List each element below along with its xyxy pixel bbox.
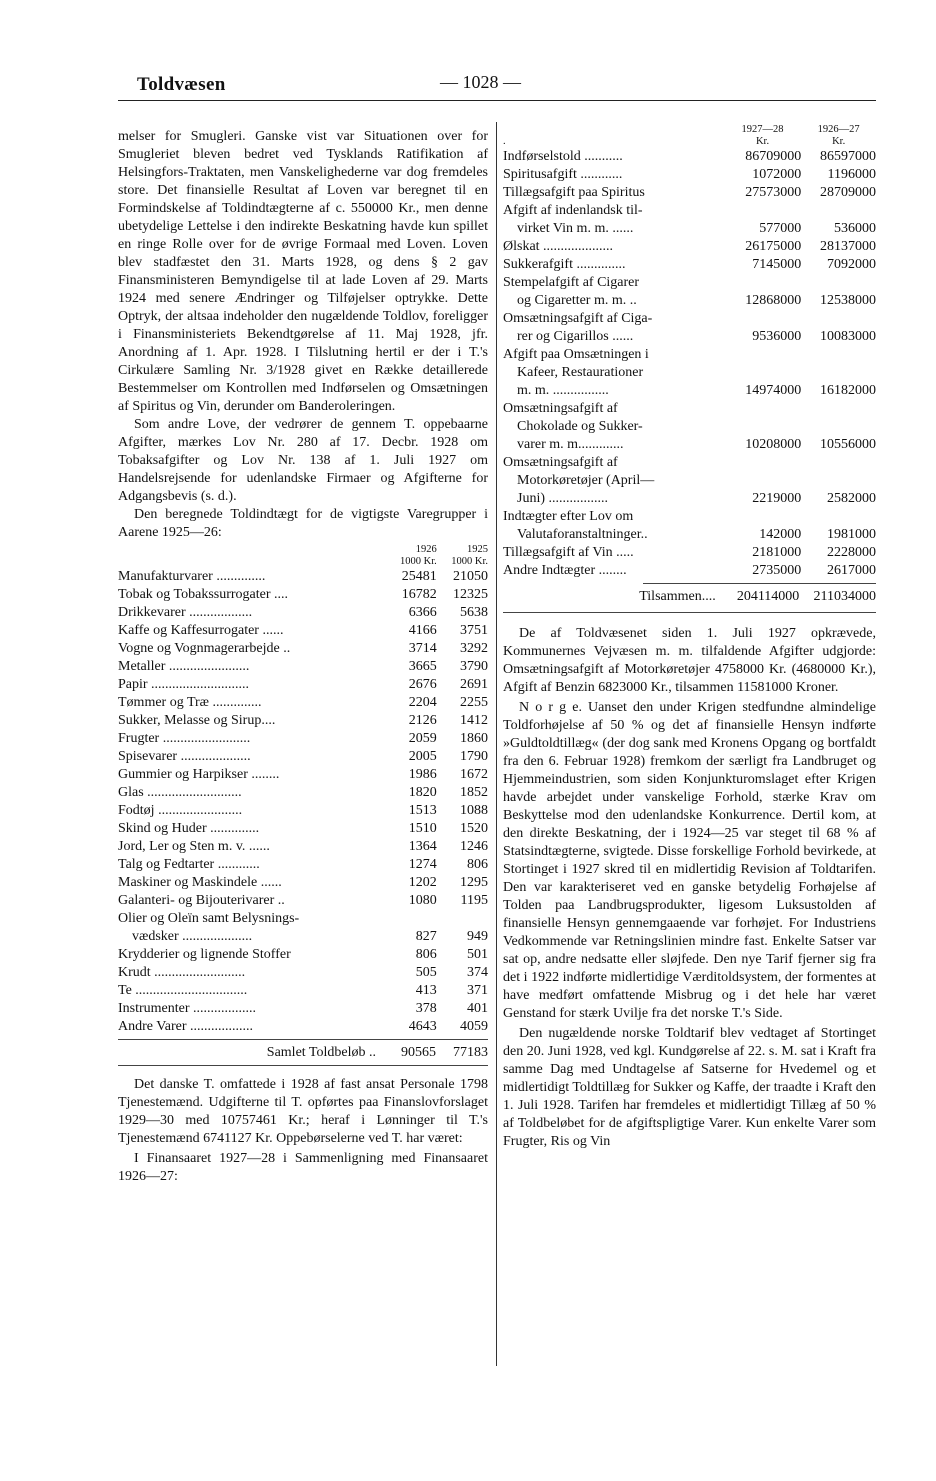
table-row	[503, 562, 876, 580]
value-1926-27	[801, 472, 876, 490]
paragraph: N o r g e. Uanset den under Krigen stedfundne almindelige Toldforhøjelse af 50 % og det af finansielle Hensyn indførte »Guldtoldtillæg« (der dog sank med Kronens Opgang og bortfaldt fra den 6. Februar 1928) fremkom der særligt fra Landbruget og Hjemmeindustrien, som siden Konjunkturomslaget efter Krigen havde arbejdet under vanskelige Forhold, stærke Krav om Beskyttelse mod den udenlandske Konkurrence. Dertil kom, at den direkte Beskatning, der i 1924—25 var steget til 68 % af Statsindtægterne, svigtede. Disse forskellige Forhold bevirkede, at Stortinget i 1927 skred til en midlertidig Revision af Toldtarifen. Den var karakteriseret ved en ganske betydelig Forhøjelse af Tolden paa Landbrugsprodukter, ligesom Luksustolden af finansielle Hensyn gennemgaaende var forhøjet. For Industriens Vedkommende var Retningslinien mindre fast. Enkelte Satser var sat op, andre nedsatte eller sløjfede. Den nye Tarif fjerner sig fra det i 1922 indførte midlertidige Værditoldsystem, der formentes at have medført omfattende Misbrug og i det hele har været Genstand for stærk Uvilje fra det norske T.'s Side.	[503, 700, 876, 1021]
row-label: Tillægsafgift paa Spiritus	[503, 185, 645, 200]
value-1925: 3751	[460, 623, 488, 638]
table-row	[118, 892, 488, 910]
column-unit: Kr.	[832, 136, 846, 147]
row-label: Andre Varer ..................	[118, 1019, 254, 1034]
value-1926-27: 2582000	[827, 491, 876, 506]
table-row	[118, 964, 488, 982]
value-1927-28: 2181000	[752, 545, 802, 560]
table-row	[118, 928, 488, 946]
row-label: Galanteri- og Bijouterivarer ..	[118, 893, 285, 908]
column-divider	[496, 122, 497, 1366]
value-1926	[386, 910, 437, 928]
row-label: Krudt ..........................	[118, 965, 246, 980]
column-unit: 1000 Kr.	[451, 556, 488, 567]
table-row	[503, 310, 876, 328]
value-1927-28: 26175000	[745, 239, 802, 254]
value-1927-28	[724, 472, 801, 490]
table-row	[503, 472, 876, 490]
value-1927-28: 12868000	[745, 293, 802, 308]
row-label: m. m. ................	[517, 383, 609, 398]
row-label: Omsætningsafgift af Ciga-	[503, 311, 653, 326]
value-1925: 2255	[460, 695, 488, 710]
row-label: Tømmer og Træ ..............	[118, 695, 262, 710]
table-row	[118, 910, 488, 928]
table-row	[118, 766, 488, 784]
value-1927-28: 27573000	[745, 185, 802, 200]
row-label: Omsætningsafgift af	[503, 401, 618, 416]
value-1925: 374	[467, 965, 488, 980]
value-1925: 501	[467, 947, 488, 962]
goods-table	[118, 544, 488, 1036]
table-row	[118, 712, 488, 730]
row-label: Afgift paa Omsætningen i	[503, 347, 649, 362]
value-1926-27: 12538000	[820, 293, 876, 308]
row-label: Indtægter efter Lov om	[503, 509, 634, 524]
row-label: Drikkevarer ..................	[118, 605, 253, 620]
value-1927-28: 9536000	[752, 329, 802, 344]
value-1925: 371	[467, 983, 488, 998]
value-1926-27	[801, 310, 876, 328]
table-rule	[643, 583, 876, 584]
value-1927-28: 2219000	[752, 491, 802, 506]
row-label: Tillægsafgift af Vin .....	[503, 545, 634, 560]
value-1926-27: 28137000	[820, 239, 876, 254]
value-1925: 4059	[460, 1019, 488, 1034]
value-1926: 1513	[408, 803, 437, 818]
row-label: Te ................................	[118, 983, 248, 998]
value-1926: 3665	[408, 659, 437, 674]
value-1926: 2204	[408, 695, 437, 710]
row-label: Vogne og Vognmagerarbejde ..	[118, 641, 291, 656]
value-1925: 1295	[460, 875, 488, 890]
value-1926-27	[801, 418, 876, 436]
paragraph: I Finansaaret 1927—28 i Sammenligning med Finansaaret 1926—27:	[118, 1151, 488, 1184]
table-row	[503, 382, 876, 400]
row-label: Motorkøretøjer (April—	[517, 473, 655, 488]
value-1926-27: 28709000	[820, 185, 876, 200]
value-1925	[437, 910, 488, 928]
table-row	[118, 838, 488, 856]
row-label: Fodtøj ........................	[118, 803, 243, 818]
value-1925: 806	[467, 857, 488, 872]
value-1925: 3292	[460, 641, 488, 656]
total-value: 211034000	[813, 589, 876, 604]
table-row	[503, 220, 876, 238]
paragraph: Den beregnede Toldindtægt for de vigtigste Varegrupper i Aarene 1925—26:	[118, 507, 488, 540]
value-1926-27	[801, 508, 876, 526]
table-row	[503, 166, 876, 184]
value-1926-27: 10556000	[820, 437, 876, 452]
row-label: Instrumenter ..................	[118, 1001, 257, 1016]
table-row	[503, 436, 876, 454]
value-1927-28	[724, 508, 801, 526]
row-label: Omsætningsafgift af	[503, 455, 618, 470]
table-row	[503, 292, 876, 310]
column-year: 1926—27	[817, 124, 860, 135]
row-label: Sukkerafgift ..............	[503, 257, 626, 272]
value-1926-27	[801, 274, 876, 292]
value-1925: 1412	[460, 713, 488, 728]
table-total-row	[503, 588, 876, 606]
row-label: Spisevarer ....................	[118, 749, 251, 764]
row-label: og Cigaretter m. m. ..	[517, 293, 637, 308]
value-1926: 4166	[408, 623, 437, 638]
value-1927-28	[724, 346, 801, 364]
value-1925: 2691	[460, 677, 488, 692]
row-label: Glas ...........................	[118, 785, 242, 800]
table-row	[503, 148, 876, 166]
value-1925: 1520	[460, 821, 488, 836]
table-row	[118, 748, 488, 766]
row-label: Andre Indtægter ........	[503, 563, 627, 578]
paragraph: De af Toldvæsenet siden 1. Juli 1927 opkrævede, Kommunernes Vejvæsen m. m. tilfaldende Afgifter udgjorde: Omsætningsafgift af Motorkøretøjer 4758000 Kr. (4680000 Kr.), Afgift af Benzin 6823000 Kr., tilsammen 11581000 Kroner.	[503, 626, 876, 695]
table-row	[503, 490, 876, 508]
table-row	[118, 820, 488, 838]
value-1927-28: 577000	[759, 221, 802, 236]
column-year: 1927—28	[741, 124, 784, 135]
table-rule	[118, 1065, 488, 1066]
table-row	[503, 328, 876, 346]
value-1927-28	[724, 418, 801, 436]
total-value: 77183	[453, 1045, 488, 1060]
column-unit: Kr.	[755, 136, 770, 147]
table-row	[503, 274, 876, 292]
row-label: Stempelafgift af Cigarer	[503, 275, 640, 290]
value-1927-28	[724, 400, 801, 418]
row-label: Talg og Fedtarter ............	[118, 857, 260, 872]
row-label: Jord, Ler og Sten m. v. ......	[118, 839, 270, 854]
table-row	[118, 604, 488, 622]
table-row	[118, 586, 488, 604]
table-row	[118, 658, 488, 676]
value-1926-27: 16182000	[820, 383, 876, 398]
table-row	[118, 1018, 488, 1036]
value-1926-27: 86597000	[820, 149, 876, 164]
value-1925: 5638	[460, 605, 488, 620]
table-row	[118, 982, 488, 1000]
value-1926: 806	[415, 947, 437, 962]
table-rule	[503, 612, 876, 613]
row-label: Manufakturvarer ..............	[118, 569, 266, 584]
goods-total-table	[118, 1044, 488, 1062]
value-1926: 378	[415, 1001, 437, 1016]
value-1927-28: 86709000	[745, 149, 802, 164]
row-label: rer og Cigarillos ......	[517, 329, 634, 344]
value-1926: 1202	[408, 875, 437, 890]
table-row	[503, 454, 876, 472]
row-label: Kaffe og Kaffesurrogater ......	[118, 623, 284, 638]
value-1925: 1790	[460, 749, 488, 764]
value-1926: 16782	[401, 587, 437, 602]
table-header-row	[118, 544, 488, 568]
table-row	[118, 946, 488, 964]
table-row	[503, 418, 876, 436]
value-1926: 1364	[408, 839, 437, 854]
table-row	[118, 640, 488, 658]
total-label: Tilsammen....	[639, 589, 716, 604]
table-total-row	[118, 1044, 488, 1062]
table-row	[503, 256, 876, 274]
value-1926: 25481	[401, 569, 437, 584]
value-1927-28: 7145000	[752, 257, 802, 272]
value-1927-28	[724, 310, 801, 328]
header-rule	[118, 100, 876, 101]
value-1927-28: 1072000	[752, 167, 802, 182]
table-row	[118, 694, 488, 712]
right-column	[503, 124, 876, 1151]
paragraph: melser for Smugleri. Ganske vist var Situationen over for Smugleriet bleven bedret ved Tysklands Ratifikation af Helsingfors-Traktaten, men Vanskelighederne var dog fremdeles store. Det finansielle Resultat af Loven var beregnet til en Formindskelse af Toldindtægterne af c. 550000 Kr., men denne ubetydelige Lettelse i den indirekte Beskatning havde kun spillet en ringe Rolle over for de øvrige Formaal med Loven. Loven blev stadfæstet den 31. Marts 1928, og dens § 2 gav Finansministeren Bemyndigelse til at lade Loven af 29. Marts 1924 med senere Ændringer og Tilføjelser optrykke. Dette Optryk, der altsaa indeholder den nugældende Toldlov, foreligger i Finansministeriets Bekendtgørelse af 11. Maj 1928, jfr. Anordning af 1. Apr. 1928. I Tilslutning hertil er der i T.'s Cirkulære Samling Nr. 3/1928 givet en Række detaillerede Bestemmelser om Kontrollen med Indførselen og Omsætningen af Spiritus og Vin, derunder om Banderoleringen.	[118, 129, 488, 414]
paragraph: Det danske T. omfattede i 1928 af fast ansat Personale 1798 Tjenestemænd. Udgifterne til T. opførtes paa Finanslovforslaget 1929—30 med 10757461 Kr.; heraf i Lønninger til T.'s Tjenestemænd 6741127 Kr. Oppebørselerne ved T. har været:	[118, 1077, 488, 1146]
row-label: Frugter .........................	[118, 731, 251, 746]
value-1926-27: 1196000	[827, 167, 876, 182]
column-year: 1925	[467, 544, 488, 555]
row-label: Maskiner og Maskindele ......	[118, 875, 282, 890]
table-header-row: . 1927—28 Kr. 1926—27 Kr.	[503, 124, 860, 147]
table-row	[118, 874, 488, 892]
total-label: Samlet Toldbeløb ..	[266, 1045, 376, 1060]
table-row	[118, 568, 488, 586]
value-1926: 1820	[408, 785, 437, 800]
row-label: Kafeer, Restaurationer	[517, 365, 644, 380]
value-1926: 827	[415, 929, 437, 944]
row-label: Sukker, Melasse og Sirup....	[118, 713, 276, 728]
value-1926: 4643	[408, 1019, 437, 1034]
value-1926: 2005	[408, 749, 437, 764]
value-1925: 12325	[453, 587, 488, 602]
value-1926-27: 2228000	[827, 545, 876, 560]
column-year: 1926	[415, 544, 437, 555]
row-label: Juni) .................	[517, 491, 608, 506]
value-1926: 2059	[408, 731, 437, 746]
left-column	[118, 128, 488, 1186]
table-row	[118, 1000, 488, 1018]
row-label: Tobak og Tobakssurrogater ....	[118, 587, 289, 602]
revenue-total-table	[503, 588, 876, 606]
value-1926: 1510	[408, 821, 437, 836]
value-1927-28: 142000	[759, 527, 802, 542]
value-1926-27: 536000	[834, 221, 876, 236]
value-1926-27: 1981000	[827, 527, 876, 542]
row-label: virket Vin m. m. ......	[517, 221, 634, 236]
table-row	[118, 676, 488, 694]
value-1926-27	[801, 454, 876, 472]
table-row	[503, 202, 876, 220]
total-value: 204114000	[736, 589, 800, 604]
value-1926-27: 2617000	[827, 563, 876, 578]
value-1927-28: 14974000	[745, 383, 802, 398]
value-1925: 3790	[460, 659, 488, 674]
value-1925: 1672	[460, 767, 488, 782]
row-label: Indførselstold ...........	[503, 149, 623, 164]
value-1926: 3714	[408, 641, 437, 656]
running-title: Toldvæsen	[137, 74, 226, 95]
row-label: Gummier og Harpikser ........	[118, 767, 280, 782]
table-row	[503, 400, 876, 418]
table-row	[503, 508, 876, 526]
value-1925: 1195	[460, 893, 488, 908]
value-1926-27: 10083000	[820, 329, 876, 344]
value-1925: 401	[467, 1001, 488, 1016]
value-1927-28	[724, 202, 801, 220]
column-unit: 1000 Kr.	[399, 556, 437, 567]
value-1925: 1246	[460, 839, 488, 854]
table-row	[503, 544, 876, 562]
table-row	[118, 730, 488, 748]
value-1926-27	[801, 202, 876, 220]
value-1926-27	[801, 364, 876, 382]
value-1927-28	[724, 364, 801, 382]
value-1925: 21050	[453, 569, 488, 584]
table-row	[503, 184, 876, 202]
value-1926: 6366	[408, 605, 437, 620]
table-row	[503, 364, 876, 382]
value-1926-27	[801, 400, 876, 418]
paragraph: Den nugældende norske Toldtarif blev vedtaget af Stortinget den 20. Juni 1928, ved kgl. Kundgørelse af 22. s. M. sat i Kraft fra samme Dag med Undtagelse af Satserne for Hvedemel og et midlertidigt Toldtillæg for Sukker og Kaffe, der traadte i Kraft den 1. Juli 1928. Tarifen har fremdeles et midlertidigt Tillæg af 50 % af Toldbeløbet for de afgiftspligtige Varer. Kun enkelte Varer som Frugter, Ris og Vin	[503, 1026, 876, 1149]
value-1925: 1852	[460, 785, 488, 800]
row-label: Skind og Huder ..............	[118, 821, 260, 836]
value-1926: 413	[415, 983, 437, 998]
table-row	[118, 802, 488, 820]
value-1925: 949	[467, 929, 488, 944]
value-1926: 2126	[408, 713, 437, 728]
revenue-table	[503, 124, 876, 580]
value-1927-28: 10208000	[745, 437, 802, 452]
table-row	[503, 238, 876, 256]
table-row	[118, 622, 488, 640]
value-1925: 1088	[460, 803, 488, 818]
value-1927-28: 2735000	[752, 563, 802, 578]
total-value: 90565	[401, 1045, 436, 1060]
row-label: Spiritusafgift ............	[503, 167, 623, 182]
row-label: Valutaforanstaltninger..	[517, 527, 648, 542]
table-row	[503, 526, 876, 544]
row-label: vædsker ....................	[132, 929, 253, 944]
table-row	[118, 856, 488, 874]
table-row	[503, 346, 876, 364]
row-label: Chokolade og Sukker-	[517, 419, 643, 434]
row-label: Metaller .......................	[118, 659, 250, 674]
value-1926: 1274	[408, 857, 437, 872]
value-1927-28	[724, 454, 801, 472]
value-1927-28	[724, 274, 801, 292]
row-label: Afgift af indenlandsk til-	[503, 203, 643, 218]
value-1926: 2676	[408, 677, 437, 692]
value-1926-27	[801, 346, 876, 364]
row-label: varer m. m.............	[517, 437, 624, 452]
table-rule	[118, 1039, 488, 1040]
value-1926: 505	[415, 965, 437, 980]
customs-revenue-table	[118, 544, 488, 1066]
table-row	[118, 784, 488, 802]
row-label: Olier og Oleïn samt Belysnings-	[118, 911, 300, 926]
page-number: — 1028 —	[440, 72, 521, 92]
paragraph: Som andre Love, der vedrører de gennem T. oppebaarne Afgifter, mærkes Lov Nr. 280 af 17. Decbr. 1928 om Tobaksafgifter og Lov Nr. 138 af 1. Juli 1927 om Handelsrejsende for udenlandske Firmaer og Afgifterne for Adgangsbevis (s. d.).	[118, 417, 488, 504]
value-1926: 1986	[408, 767, 437, 782]
value-1925: 1860	[460, 731, 488, 746]
value-1926: 1080	[408, 893, 437, 908]
row-label: Papir ............................	[118, 677, 250, 692]
row-label: Krydderier og lignende Stoffer	[118, 947, 291, 962]
row-label: Ølskat ....................	[503, 239, 614, 254]
value-1926-27: 7092000	[827, 257, 876, 272]
